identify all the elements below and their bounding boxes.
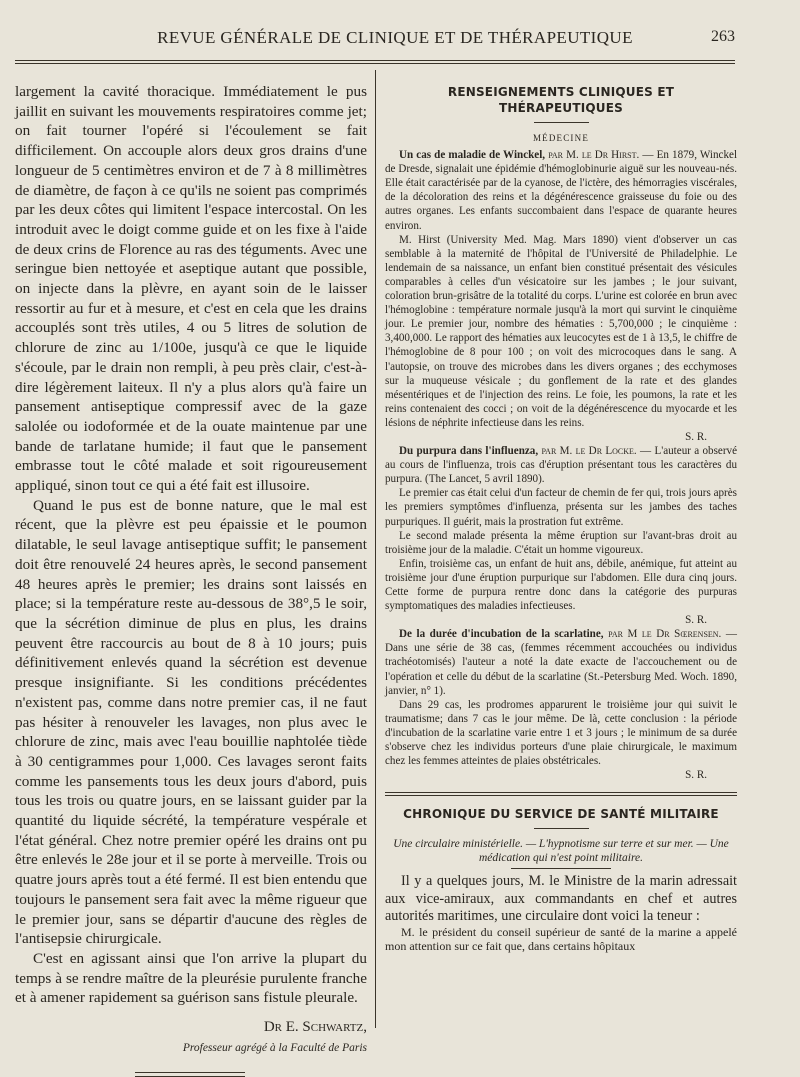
page-header [15,28,735,54]
article-author: par M. le Dr Locke. — [541,445,652,458]
subtitle-rule [511,868,611,869]
article-paragraph: Dans 29 cas, les prodromes apparurent le troisième jour qui suivit le traumatisme; dans 7 cas le jour même. De là, cette conclusion : la période d'incubation de la scarlatine varie entre 1 et 3 jours ; le minimum de sa durée s'observe chez les individus porteurs d'une plaie chirurgicale, le maximum chez les femmes atteintes de plaies obstétricales. [385,698,737,768]
article-title: Du purpura dans l'influenza, [399,445,539,458]
article-paragraph: Le premier cas était celui d'un facteur de chemin de fer qui, trois jours après les premiers symptômes d'influenza, présenta sur les jambes des taches purpuriques. Il guérit, mais la prostration fut extrême. [385,487,737,528]
article-lead [385,444,737,486]
header-rule [15,60,735,64]
end-rule [135,1072,245,1077]
article-paragraph: M. Hirst (University Med. Mag. Mars 1890) vient d'observer un cas semblable à la maternité de l'hôpital de l'Université de Philadelphie. Le lendemain de sa naissance, un enfant bien constitué présentait des vésicules comparables à celles d'un vésicatoire sur les jambes ; le jour suivant, coloration brun-grisâtre de la totalité du corps. L'urine est colorée en brun avec l'hémoglobine : température normale jusqu'à la mort qui survint le cinquième jour. Le premier jour, nombre des hématies : 5,700,000 ; le cinquième : 3,400,000. Le rapport des hématies aux leucocytes est de 1 à 13,5, le chiffre de l'hémoglobine de 8 pour 100 ; on voit des microcoques dans le sang. A l'autopsie, on trouve des microbes dans les divers organes ; des ecchymoses sur la muqueuse vésicale ; du gonflement de la rate et des glandes mésentériques et de l'injection des reins. Le foie, les poumons, la rate et les reins contenaient des cocci ; on voit de la dégénérescence du myocarde et les lésions de néphrite infectieuse dans les reins. [385,233,737,429]
section-title: RENSEIGNEMENTS CLINIQUES ET THÉRAPEUTIQUES [447,85,675,115]
article-lead [385,148,737,233]
title-rule [534,828,589,829]
left-column [15,82,367,1077]
article-author: par M le Dr Sœrensen. — [608,628,737,641]
page-number: 263 [711,28,735,45]
article-paragraph: Le second malade présenta la même éruption sur l'avant-bras droit au troisième jour de la maladie. C'était un homme vigoureux. [385,529,737,556]
section-subtitle: Une circulaire ministérielle. — L'hypnotisme sur terre et sur mer. — Une médication qui n'est point militaire. [393,838,729,865]
subsection-label: MÉDECINE [532,133,590,143]
article-signature: S. R. [685,430,707,443]
left-paragraph: C'est en agissant ainsi que l'on arrive la plupart du temps à se rendre maître de la pleurésie purulente franche et à amener rapidement sa guérison sans fistule pleurale. [15,949,367,1007]
left-paragraph: largement la cavité thoracique. Immédiatement le pus jaillit en suivant les mouvements respiratoires comme jet; on fait tourner l'opéré si l'écoulement se fait difficilement. On accouple alors deux gros drains d'une longueur de 5 centimètres environ et de 7 à 8 millimètres de diamètre, de façon à ce qu'ils ne soient pas comprimés par les deux côtes qui limitent l'espace intercostal. On les introduit avec le doigt comme guide et on les fixe à l'aide de deux crins de Florence au ras des téguments. Avec une seringue bien nettoyée et aseptique autant que possible, on injecte dans la plèvre, en ayant soin de le laisser ressortir au fur et à mesure, et c'est en cela que les drains accouplés sont très utiles, 4 ou 5 litres de solution de chlorure de zinc au 1/100e, jusqu'à ce que le liquide s'écoule, par le drain non rempli, à peu près clair, c'est-à-dire légèrement laiteux. Il n'y a plus alors qu'à faire un pansement antiseptique compressif avec de la gaze salolée ou iodoformée et de la ouate maintenue par une bande de tarlatane humide; il faut que le pansement embrasse tout le côté malade et soit rigoureusement appliqué, sinon tout ce qui a été fait est illusoire. [15,83,367,495]
article-text: L'auteur a observé au cours de l'influenza, trois cas d'éruption présentant tous les caractères du purpura. (The Lancet, 5 avril 1890). [385,445,738,486]
title-rule [534,122,589,123]
section-separator [385,792,737,796]
article-signature: S. R. [685,769,707,782]
column-divider [375,70,376,1028]
running-title: REVUE GÉNÉRALE DE CLINIQUE ET DE THÉRAPEUTIQUE [157,28,633,47]
chronicle-paragraph: M. le président du conseil supérieur de santé de la marine a appelé mon attention sur ce fait que, dans certains hôpitaux [385,924,737,953]
article-lead [385,627,737,697]
author-affiliation: Professeur agrégé à la Faculté de Paris [182,1041,367,1054]
article-signature: S. R. [685,614,707,627]
article-title: De la durée d'incubation de la scarlatine, [399,628,604,641]
article-paragraph: Enfin, troisième cas, un enfant de huit ans, débile, anémique, fut atteint au troisième jour d'une éruption purpurique sur l'abdomen. Elle dura cinq jours. Cette forme de purpura rentre donc dans la catégorie des purpuras symptomatiques des maladies infectieuses. [385,557,737,613]
author-signature: Dr E. Schwartz, [263,1019,367,1036]
chronicle-paragraph: Il y a quelques jours, M. le Ministre de la marin adressait aux vice-amiraux, aux commandants en chef et autres autorités maritimes, une circulaire dont voici la teneur : [385,873,737,924]
article-text: Dans une série de 38 cas, (femmes récemment accouchées ou individus trachéotomisés) l'auteur a noté la date exacte de l'accouchement ou de l'opération et celle du début de la scarlatine (St.-Petersburg Med. Woch. 1890, janvier, n° 1). [385,642,737,697]
article-author: par M. le Dr Hirst. — [548,149,654,162]
right-column [385,82,737,953]
section-title: CHRONIQUE DU SERVICE DE SANTÉ MILITAIRE [403,807,719,822]
article-title: Un cas de maladie de Winckel, [399,149,546,162]
left-paragraph: Quand le pus est de bonne nature, que le mal est récent, que la plèvre est peu épaissie et le poumon dilatable, le seul lavage antiseptique suffit; le pansement doit être renouvelé 24 heures après, le second pansement 48 heures après le premier; les drains sont laissés en place; si la température reste au-dessous de 38°,5 le soir, que la sécrétion diminue de plus en plus, les drains peuvent être raccourcis au bout de 8 à 10 jours; puis définitivement enlevés quand la sécrétion est devenue presque insignifiante. Si les conditions précédentes n'existent pas, comme dans notre premier cas, il ne faut pas hésiter à renouveler les lavages, non plus avec le chlorure de zinc, mais avec l'eau bouillie naphtolée tiède à 30 centigrammes pour 1,000. Ces lavages seront faits comme les pansements tous les deux jours d'abord, puis tous les trois ou quatre jours, en se laissant guider par la quantité du liquide sécrété, la température vespérale et l'état général. Chez notre premier opéré les drains ont pu être enlevés le 28e jour et il se porte à merveille. Trois ou quatre jours après tout a été fermé. Il est bien entendu que toujours le pansement sera fait avec la même rigueur que le premier jour, sans se départir d'aucune des règles de l'antisepsie chirurgicale. [15,496,367,948]
article-text: En 1879, Winckel de Dresde, signalait une épidémie d'hémoglobinurie aiguë sur les nouveau-nés. Elle était caractérisée par de la cyanose, de l'ictère, des hémorragies viscérales, de la décoloration des reins et la dégénérescence graisseuse du foie ou des autres organes. Les enfants succombaient dans l'espace de quarante heures environ. [385,149,738,232]
